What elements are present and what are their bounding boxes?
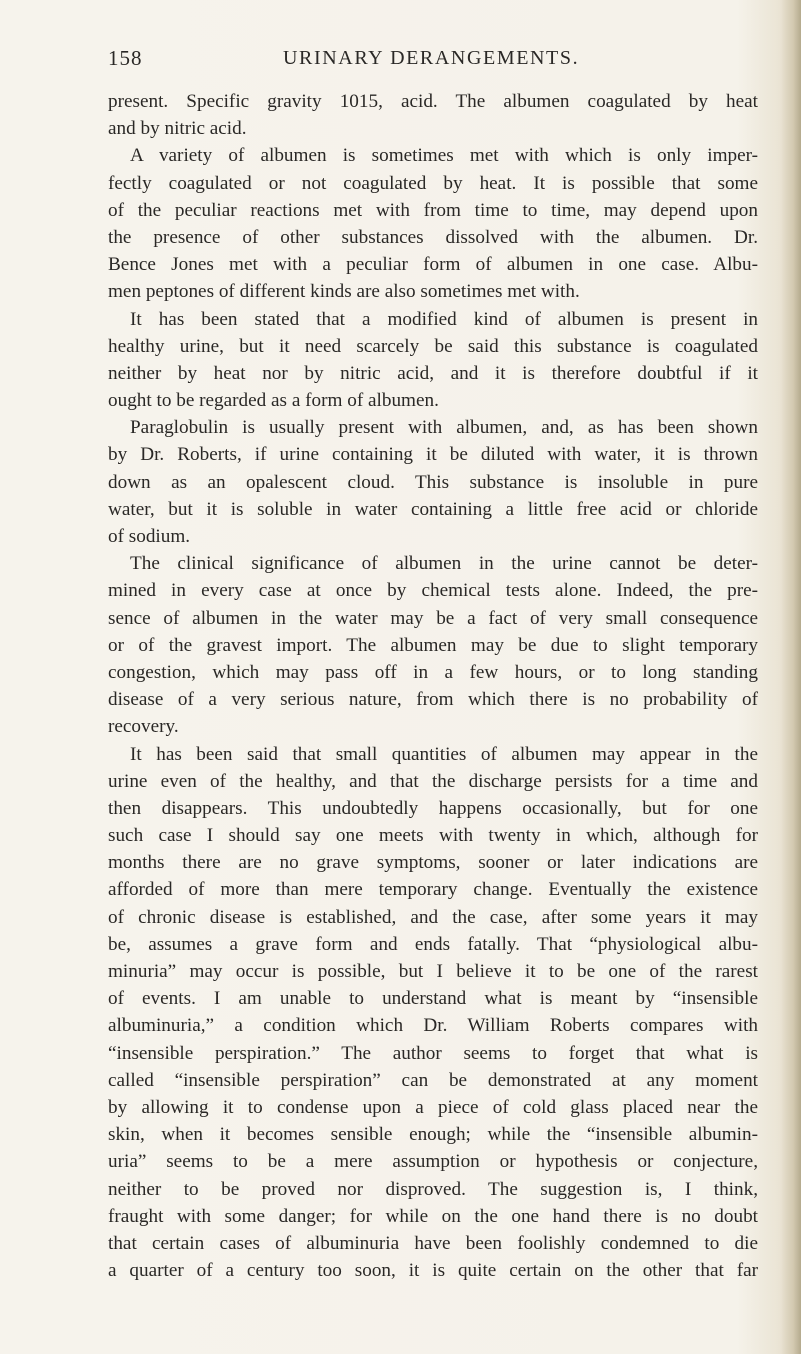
text-line: “insensible perspiration.” The author seems to forget that what is: [108, 1042, 758, 1064]
text-line: by allowing it to condense upon a piece of cold glass placed near the: [108, 1096, 758, 1118]
text-line: such case I should say one meets with twenty in which, although for: [108, 825, 758, 847]
text-line: recovery.: [108, 716, 179, 738]
text-line: down as an opalescent cloud. This substance is insoluble in pure: [108, 471, 758, 493]
text-line: A variety of albumen is sometimes met with which is only imper-: [130, 145, 758, 167]
body-text: [108, 88, 758, 1284]
text-line: It has been stated that a modified kind of albumen is present in: [130, 308, 758, 330]
text-line: disease of a very serious nature, from which there is no probability of: [108, 689, 758, 711]
text-line: sence of albumen in the water may be a fact of very small consequence: [108, 607, 758, 629]
text-line: mined in every case at once by chemical tests alone. Indeed, the pre-: [108, 580, 758, 602]
text-line: that certain cases of albuminuria have been foolishly condemned to die: [108, 1232, 758, 1254]
text-line: be, assumes a grave form and ends fatally. That “physiological albu-: [108, 933, 758, 955]
text-line: by Dr. Roberts, if urine containing it be diluted with water, it is thrown: [108, 444, 758, 466]
text-line: fectly coagulated or not coagulated by heat. It is possible that some: [108, 172, 758, 194]
text-line: of sodium.: [108, 526, 191, 547]
text-line: months there are no grave symptoms, sooner or later indications are: [108, 852, 758, 874]
text-line: present. Specific gravity 1015, acid. The albumen coagulated by heat: [108, 91, 758, 112]
text-line: albuminuria,” a condition which Dr. William Roberts compares with: [108, 1015, 758, 1037]
text-line: urine even of the healthy, and that the discharge persists for a time and: [108, 770, 758, 792]
text-line: congestion, which may pass off in a few hours, or to long standing: [108, 661, 758, 683]
text-line: skin, when it becomes sensible enough; while the “insensible albumin-: [108, 1124, 758, 1146]
running-title: URINARY DERANGEMENTS.: [283, 47, 580, 69]
text-line: then disappears. This undoubtedly happens occasionally, but for one: [108, 797, 758, 819]
text-line: minuria” may occur is possible, but I believe it to be one of the rarest: [108, 961, 758, 982]
text-line: ought to be regarded as a form of albumen.: [108, 390, 439, 412]
page-number: 158: [108, 46, 143, 70]
page-header: [108, 46, 760, 76]
text-line: of chronic disease is established, and the case, after some years it may: [108, 906, 758, 928]
text-line: It has been said that small quantities of albumen may appear in the: [130, 743, 758, 765]
text-line: Bence Jones met with a peculiar form of albumen in one case. Albu-: [108, 254, 758, 276]
text-line: a quarter of a century too soon, it is quite certain on the other that far: [108, 1260, 758, 1282]
text-line: The clinical significance of albumen in the urine cannot be deter-: [130, 553, 758, 575]
page-edge-shadow: [781, 0, 801, 1354]
text-line: and by nitric acid.: [108, 118, 247, 140]
text-line: called “insensible perspiration” can be demonstrated at any moment: [108, 1069, 758, 1091]
text-line: water, but it is soluble in water containing a little free acid or chloride: [108, 498, 758, 520]
text-line: neither to be proved nor disproved. The suggestion is, I think,: [108, 1178, 758, 1200]
text-line: or of the gravest import. The albumen may be due to slight temporary: [108, 634, 758, 656]
text-line: men peptones of different kinds are also sometimes met with.: [108, 281, 580, 303]
text-line: fraught with some danger; for while on the one hand there is no doubt: [108, 1205, 758, 1227]
text-line: neither by heat nor by nitric acid, and it is therefore doubtful if it: [108, 362, 758, 384]
text-line: afforded of more than mere temporary change. Eventually the existence: [108, 879, 758, 901]
text-line: Paraglobulin is usually present with albumen, and, as has been shown: [130, 417, 758, 439]
text-line: the presence of other substances dissolved with the albumen. Dr.: [108, 226, 758, 248]
text-line: of events. I am unable to understand what is meant by “insensible: [108, 988, 758, 1010]
text-line: of the peculiar reactions met with from time to time, may depend upon: [108, 199, 758, 221]
text-line: uria” seems to be a mere assumption or hypothesis or conjecture,: [108, 1151, 758, 1173]
text-line: healthy urine, but it need scarcely be said this substance is coagulated: [108, 335, 758, 357]
